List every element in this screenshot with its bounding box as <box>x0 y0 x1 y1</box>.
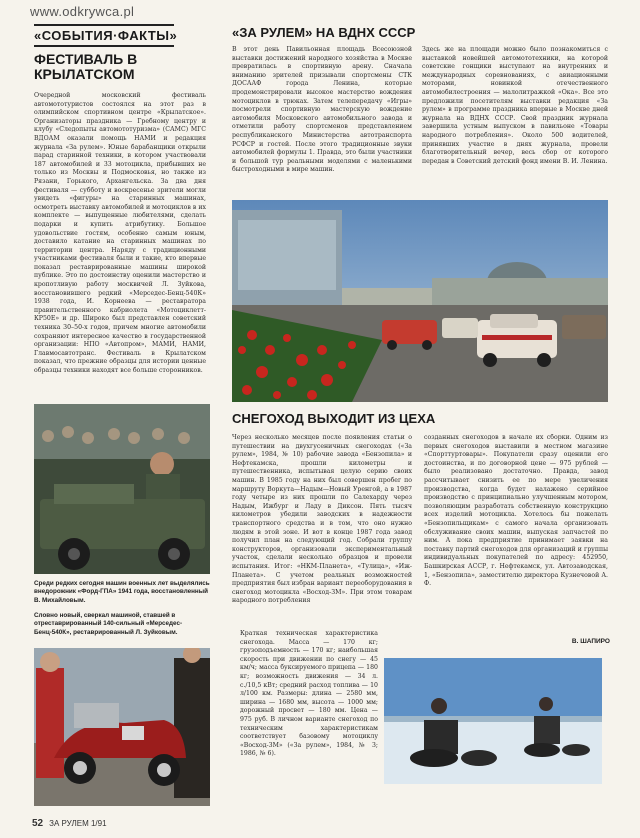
snowmobile-specs: Краткая техническая характеристика снегохода. Масса — 170 кг; грузоподъемность — 170 кг; наибольшая скорость при движении по снегу — 45 км/ч; масса буксируемого прицепа — 180 кг; возможность движения — 34 л. с./10,5 кВт; средний расход топлива — 10 л/100 км. Размеры: длина — 2580 мм, ширина — 1680 мм, высота — 1000 мм; дорожный просвет — 180 мм. Цена — 975 руб. В личном варианте снегоход по техническим характеристикам соответствует базовому мотоциклу «Восход-3М» («За рулем», 1984, № 3; 1986, № 6). <box>240 630 378 758</box>
caption-jeep: Среди редких сегодня машин военных лет выделялись внедорожник «Форд-ГПА» 1941 года, восстановленный В. Михайловым. <box>34 580 210 604</box>
byline: В. ШАПИРО <box>571 638 610 645</box>
jeep-photo <box>34 404 210 574</box>
mercedes-photo <box>34 648 210 806</box>
watermark-text: www.odkrywca.pl <box>30 4 135 19</box>
vdnh-col1: В этот день Павильонная площадь Всесоюзной выставки достижений народного хозяйства в Москве превратилась в спортивную арену. Сначала вниманию зрителей призывали спортсмены СТК ДОСААФ города Ленина, которые продемонстрировали высокое мастерство вождения мотоциклов в трюках. Затем телепередачу «Игры» посмотрели спортивную мастерскую вождение автомобиля Московского автомобильного завода и отметили работу спортсменов представлением республиканского Министерства автотранспорта РСФСР и гостей. После этого традиционные звуки автомобилей формулы 1. Правда, это были участники и большой тур реальными моделями с маленькими быстроходными в мире машин. <box>232 46 412 174</box>
vdnh-title: «ЗА РУЛЕМ» НА ВДНХ СССР <box>232 25 416 40</box>
vdnh-photo <box>232 200 608 402</box>
page-number: 52 <box>32 818 44 829</box>
rubric-label: «СОБЫТИЯ·ФАКТЫ» <box>34 24 174 47</box>
issue-label: ЗА РУЛЕМ 1/91 <box>49 819 107 828</box>
snowmobile-title: СНЕГОХОД ВЫХОДИТ ИЗ ЦЕХА <box>232 411 436 426</box>
festival-title: ФЕСТИВАЛЬ В КРЫЛАТСКОМ <box>34 51 138 82</box>
page-footer <box>32 818 107 829</box>
snowmobile-photo <box>384 658 602 784</box>
caption-mercedes: Словно новый, сверкал машиной, ставшей в отреставрированный 140-сильный «Мерседес-Бенц-540К», реставрированный Л. Зуйковым. <box>34 612 183 636</box>
vdnh-col2: Здесь же на площади можно было познакомиться с выставкой новейшей автомототехники, на которой советские гонщики выступают на внутренних и международных соревнованиях, с авиационными моторами, новинкой отечественного автомобилестроения — малолитражкой «Ока». Все это предложили посетителям выставки редакция «За рулем» в программе праздника впервые в Москве дней журнала на ВДНХ СССР. Свой праздник журнала завершила устным выпуском в павильоне «Товары народного потребления». Около 500 водителей, принявших участие в днях журнала, провели благотворительный вечер, весь сбор от которого передан в Советский детский фонд имени В. И. Ленина. <box>422 46 608 165</box>
snowmobile-col1: Через несколько месяцев после появления статьи о путешествии на двухгусеничных снегоходах («За рулем», 1984, № 10) рабочие завода «Бензопила» и Нефтекамска, прошли километры и путешественника, испытывая целую серию своих машин. В 1985 году на них был совершен пробег по маршруту Воркута—Надым—Новый Уренгой, а в 1987 году четыре из них прошли по Салехарду через Надым, Ижбург и Ладу в Диксон. Пять тысяч километров убедили заводских в надежности транспортного средства и в том, что оно нужно людям в этой зоне. И вот в конце 1987 года завод получил план на следующий год. Собрали группу конструкторов, организовали экспериментальный участок, сделали несколько образцов и провели испытания. Итог: «НКМ-Планета», «Тулица», «Иж-Планета». С учетом реальных возможностей предприятия был избран вариант переоборудования в снегоход мотоцикла «Восход-3М». При этом товарам народного потребления <box>232 434 412 605</box>
festival-body: Очередной московский фестиваль автомототуристов состоялся на этот раз в олимпийском спортивном центре «Крылатское». Организаторы праздника — Гребному центру и клубу «Следопыты автомототуризма» (САМС) МГС ВДОАМ оказали помощь НАМИ и редакция журнала «За рулем». Юные барабанщики открыли парад старинной техники, в котором участвовали 187 автомобилей и 33 мотоцикла, прибывших не только из Москвы и Подмосковья, но также из Рязани, Горького, Архангельска. За два дня фестиваля — субботу и воскресенье зрители могли увидеть «фигуры» на старинных машинах, осмотреть выставку автомобилей и мотоциклов в их комплекте — выпущенные любителями, сделать подарки и купить атрибутику. Большое удовольствие гостям, особенно самым юным, доставило катание на старинных машинах по территории центра. Наряду с традиционными участниками фестиваля были и такие, кто впервые показал реставрированные машины широкой публике. Это по достоинству оценили мастерство и кропотливую работу москвичей Л. Зуйкова, восстановившего редкий «Мерседес-Бенц-540К» 1938 года, И. Корнеева — реставратора правительственного кабриолета «Мотоциклетт-КР50Е» и др. Широко был представлен советский техника 30–50-х годов, причем многие автомобили сохраняют интересное качество в государственной организации: НПО «Автопром», МАМИ, НАМИ, Главмосавтотранс. Фестиваль в Крылатском показал, что прежние образцы для истории ценные образцы техники находят все больше сторонников. <box>34 92 206 374</box>
snowmobile-col2: созданных снегоходов в начале их сборки. Одним из первых снегоходов выставили в местном магазине «Спорттуртовары». Покупатели сразу оценили его достоинства, и по договорной цене — 975 рублей — было реализовано достаточно. Правда, завод рассчитывает снизить ее по мере увеличения производства, когда будет налажено серийное производство с принципиально улучшенным мотором, позволяющим разработать собственную конструкцию всех изделий мотоцикла. Хотелось бы пожелать «Бензопильщикам» с самого начала организовать обслуживание своих машин, выпуская запчастей по ним. А пока предприятие принимает заявки на поставку партий снегоходов для организаций и группы индивидуальных покупателей по адресу: 452950, Башкирская АССР, г. Нефтекамск, ул. Автозаводская, 1, «Бензопила», заместителю директора Кузнечовой А. Ф. <box>424 434 608 588</box>
